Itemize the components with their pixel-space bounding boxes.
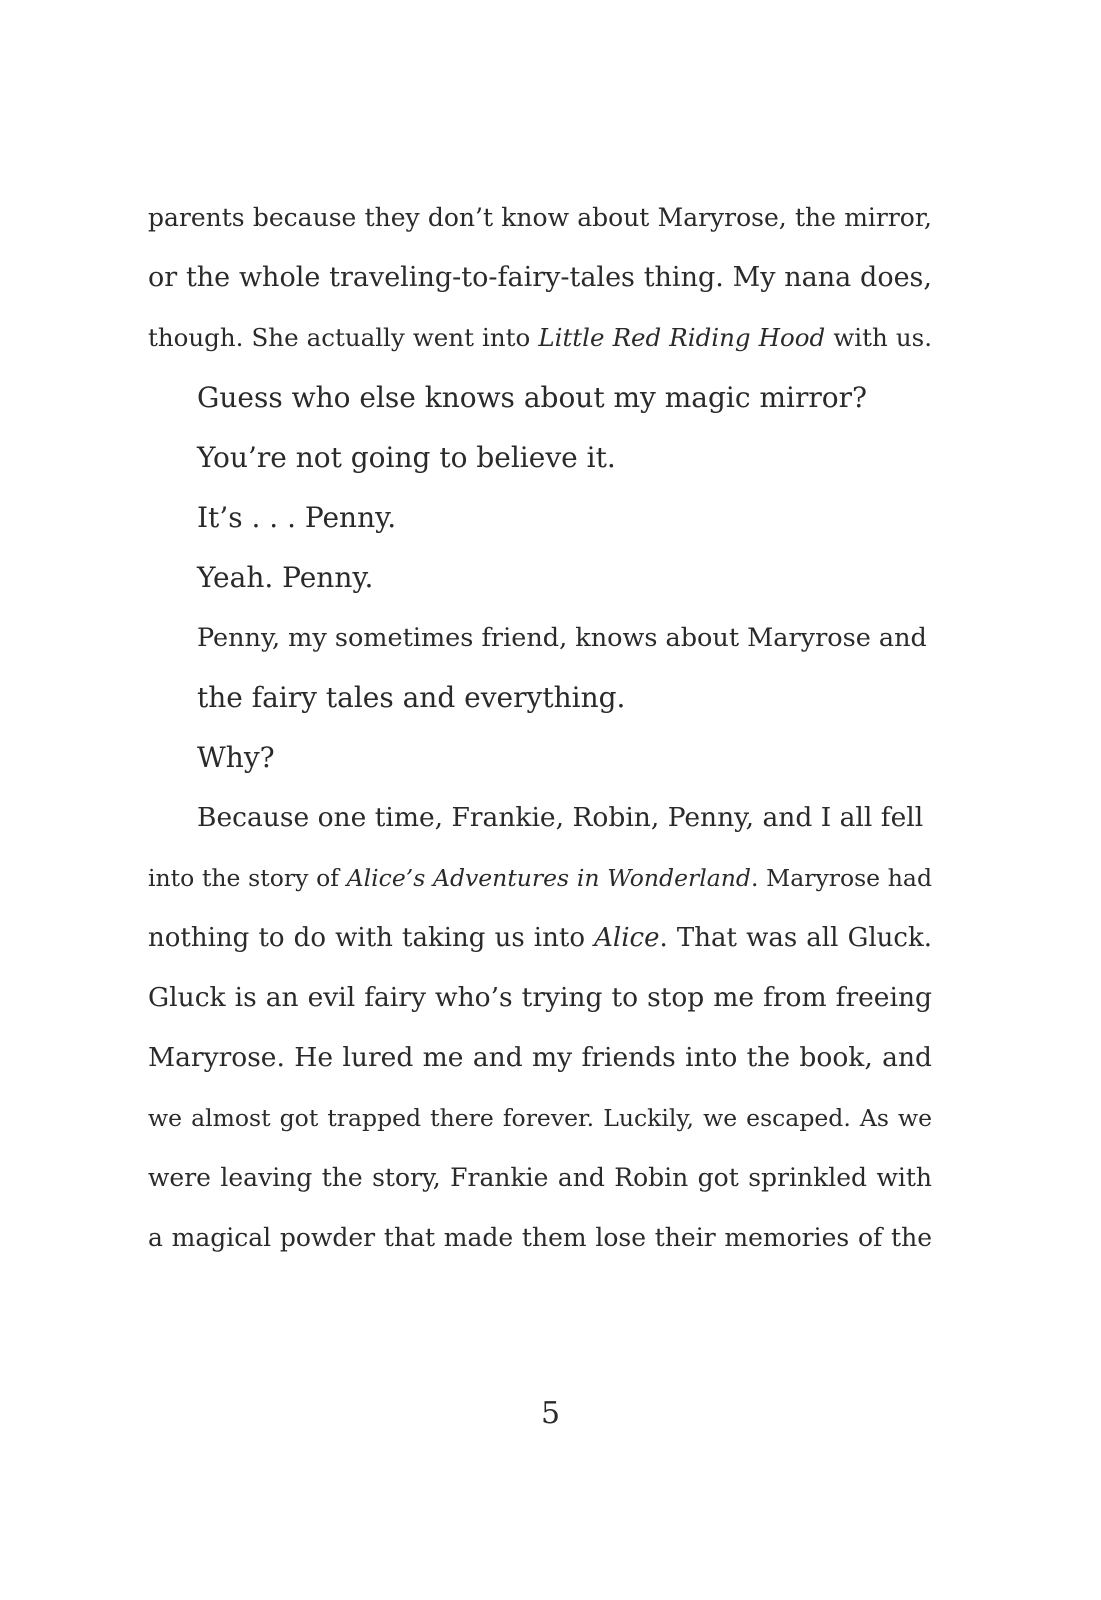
text-line: we almost got trapped there forever. Luckily, we escaped. As we [148, 1104, 932, 1132]
text-line: Penny, my sometimes friend, knows about Maryrose and [197, 623, 927, 653]
page-number: 5 [540, 1396, 561, 1431]
text-line: You’re not going to believe it. [197, 441, 616, 474]
text-line: Guess who else knows about my magic mirror? [197, 381, 867, 414]
text-line: Why? [197, 741, 275, 774]
text-line: a magical powder that made them lose their memories of the [148, 1223, 932, 1252]
book-title-italic: Alice [594, 923, 660, 953]
text-line: were leaving the story, Frankie and Robin got sprinkled with [148, 1163, 932, 1192]
text-line: Yeah. Penny. [197, 561, 374, 594]
book-title-italic: Little Red Riding Hood [538, 323, 826, 352]
text-line: Because one time, Frankie, Robin, Penny, and I all fell [197, 802, 924, 833]
body-text [148, 188, 932, 1268]
text-line: Maryrose. He lured me and my friends into the book, and [148, 1042, 932, 1073]
text-line: Gluck is an evil fairy who’s trying to stop me from freeing [148, 982, 932, 1013]
text-line: though. She actually went into Little Red Riding Hood with us. [148, 323, 932, 352]
book-title-italic: Alice’s Adventures in Wonderland [346, 864, 751, 892]
text-line: the fairy tales and everything. [197, 681, 626, 714]
text-line: parents because they don’t know about Maryrose, the mirror, [148, 203, 932, 232]
text-line: into the story of Alice’s Adventures in Wonderland. Maryrose had [148, 864, 932, 892]
text-line: nothing to do with taking us into Alice. That was all Gluck. [148, 923, 932, 953]
text-line: or the whole traveling-to-fairy-tales thing. My nana does, [148, 262, 932, 293]
text-line: It’s . . . Penny. [197, 501, 397, 534]
